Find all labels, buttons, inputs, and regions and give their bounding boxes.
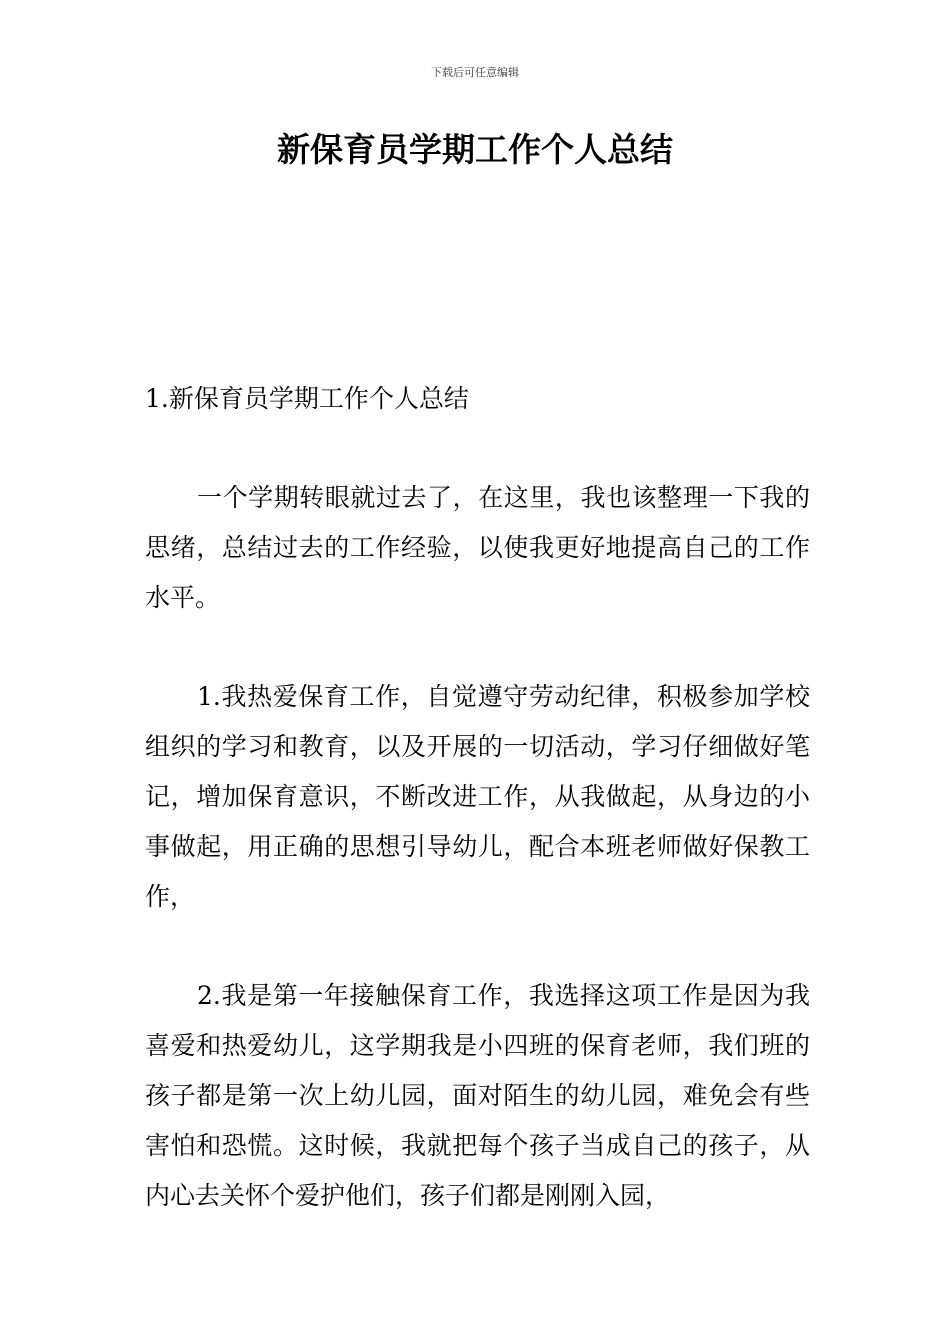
paragraph-point-1: 1.我热爱保育工作，自觉遵守劳动纪律，积极参加学校组织的学习和教育，以及开展的一切活动，学习仔细做好笔记，增加保育意识，不断改进工作，从我做起，从身边的小事做起，用正确的思想引导幼儿，配合本班老师做好保教工作，: [145, 682, 810, 911]
paragraph-point-2: 2.我是第一年接触保育工作，我选择这项工作是因为我喜爱和热爱幼儿，这学期我是小四班的保育老师，我们班的孩子都是第一次上幼儿园，面对陌生的幼儿园，难免会有些害怕和恐慌。这时候，我就把每个孩子当成自己的孩子，从内心去关怀个爱护他们，孩子们都是刚刚入园，: [145, 981, 810, 1210]
document-title: 新保育员学期工作个人总结: [277, 130, 673, 169]
paragraph-intro: 一个学期转眼就过去了，在这里，我也该整理一下我的思绪，总结过去的工作经验，以使我更好地提高自己的工作水平。: [145, 483, 810, 612]
header-note: 下载后可任意编辑: [431, 66, 519, 79]
section-heading: 1.新保育员学期工作个人总结: [145, 384, 469, 413]
